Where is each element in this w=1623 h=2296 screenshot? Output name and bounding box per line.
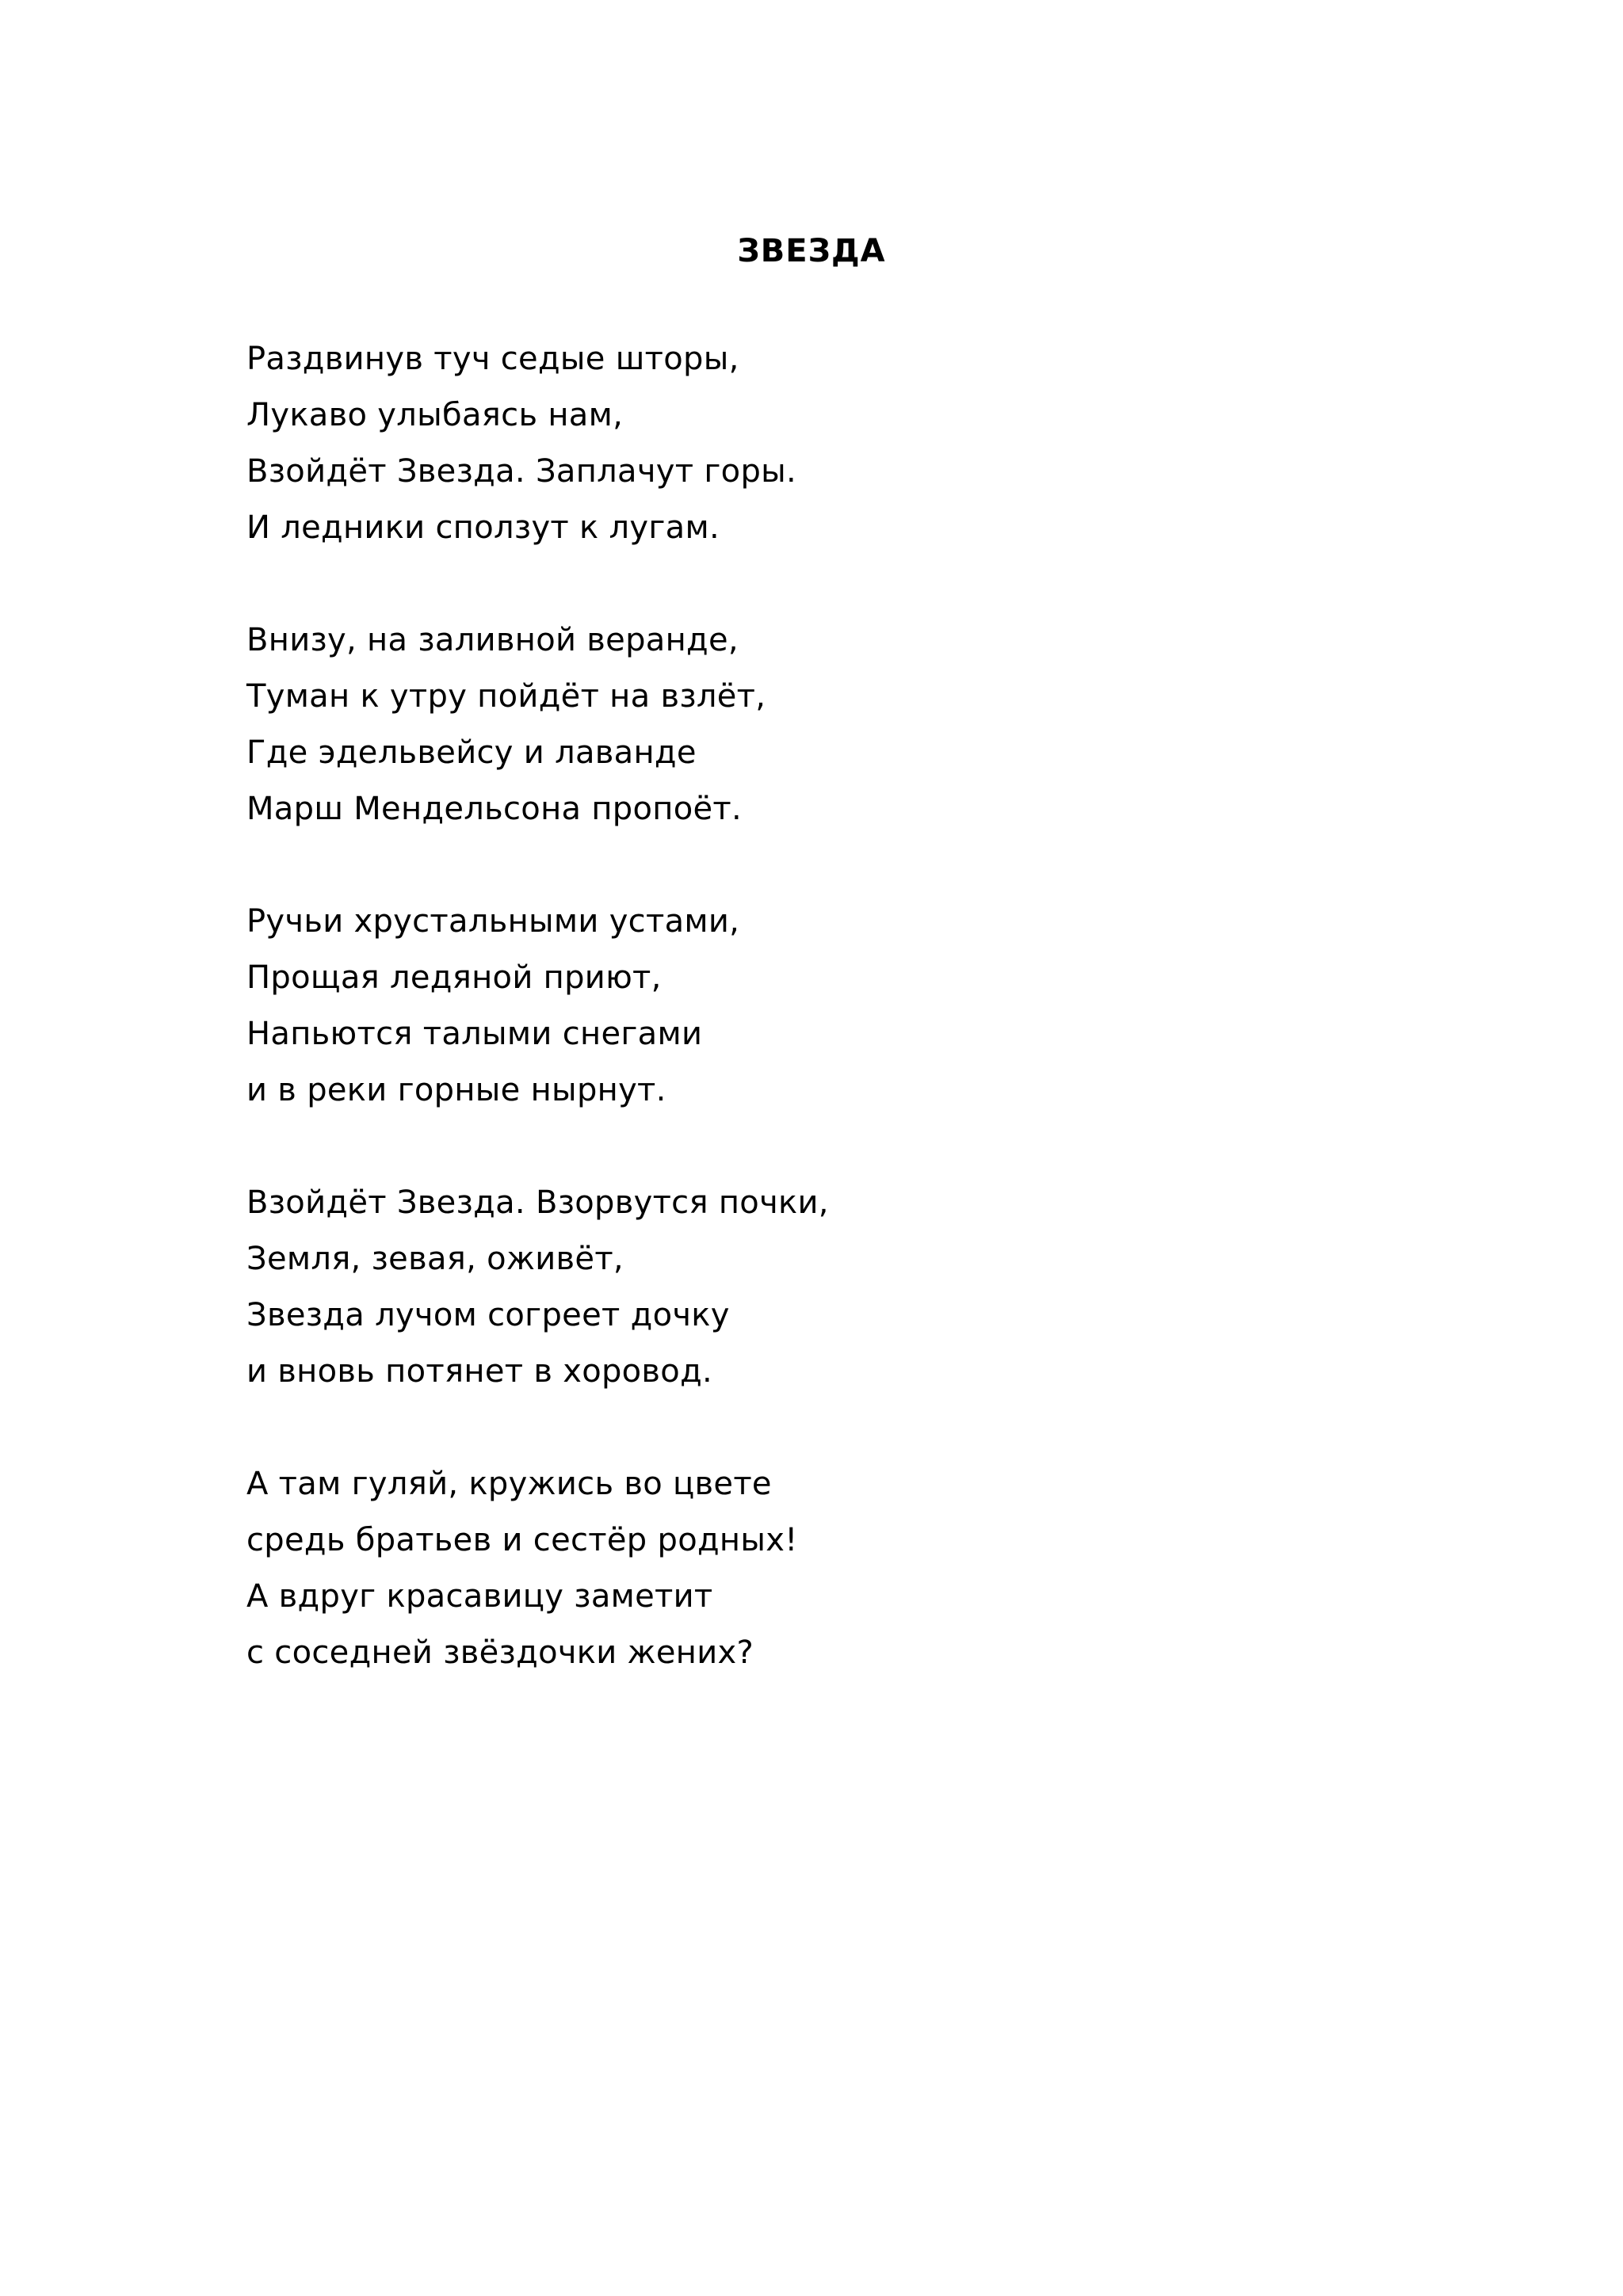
stanza-5	[246, 1456, 1435, 1681]
poem-line: с соседней звёздочки жених?	[246, 1634, 754, 1671]
poem-line: Лукаво улыбаясь нам,	[246, 397, 624, 433]
poem-line: Где эдельвейсу и лаванде	[246, 734, 697, 771]
poem-line: Звезда лучом согреет дочку	[246, 1297, 730, 1333]
stanza-2	[246, 612, 1435, 837]
poem-line: И ледники сползут к лугам.	[246, 509, 720, 546]
poem-line: Ручьи хрустальными устами,	[246, 903, 740, 940]
poem-line: Земля, зевая, оживёт,	[246, 1241, 624, 1277]
poem-line: А вдруг красавицу заметит	[246, 1578, 713, 1615]
stanza-1	[246, 331, 1435, 556]
stanza-4	[246, 1175, 1435, 1400]
poem-line: Прощая ледяной приют,	[246, 959, 662, 996]
poem-line: Взойдёт Звезда. Заплачут горы.	[246, 453, 797, 490]
stanza-3	[246, 894, 1435, 1119]
poem-line: А там гуляй, кружись во цвете	[246, 1466, 772, 1502]
poem-line: и вновь потянет в хоровод.	[246, 1353, 713, 1390]
poem-line: средь братьев и сестёр родных!	[246, 1522, 798, 1558]
poem-line: Марш Мендельсона пропоёт.	[246, 791, 743, 827]
poem-line: Внизу, на заливной веранде,	[246, 622, 739, 658]
poem-body	[246, 331, 1435, 1737]
poem-line: Туман к утру пойдёт на взлёт,	[246, 678, 766, 715]
poem-line: Раздвинув туч седые шторы,	[246, 341, 739, 377]
poem-line: и в реки горные нырнут.	[246, 1072, 666, 1108]
poem-line: Взойдёт Звезда. Взорвутся почки,	[246, 1184, 829, 1221]
poem-title: ЗВЕЗДА	[737, 233, 886, 269]
poem-line: Напьются талыми снегами	[246, 1016, 703, 1052]
